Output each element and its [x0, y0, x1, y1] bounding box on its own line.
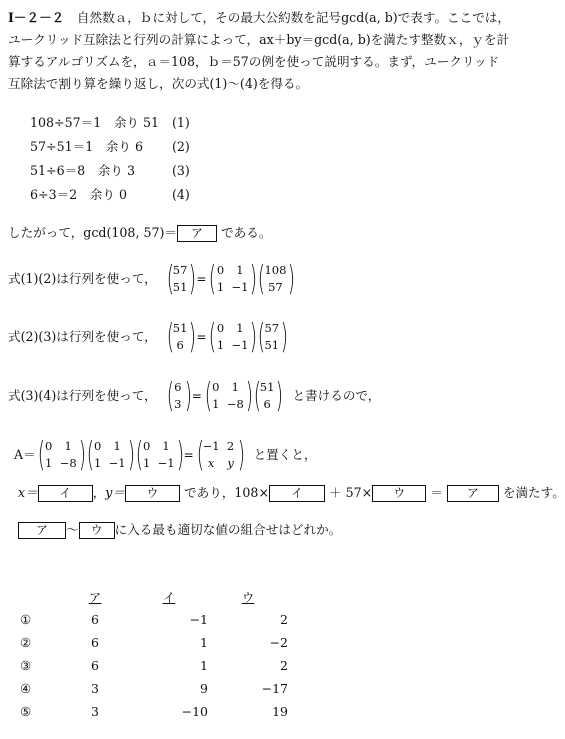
equals-text: ＝: [430, 485, 443, 500]
equals-sign: =: [196, 330, 207, 344]
answer-box-u: ウ: [125, 485, 180, 502]
equation-expr: 51÷6＝8 余り 3: [30, 163, 135, 178]
intro-line-2: ユークリッド互除法と行列の計算によって，ax＋by＝gcd(a, b)を満たす整数ｘ，ｙを計: [8, 32, 510, 47]
matrix-equation-2: [8, 317, 289, 357]
question-box-a: ア: [18, 522, 66, 539]
question-line: [18, 522, 341, 539]
matrix-entry: 1: [212, 397, 220, 411]
option-mark: ③: [20, 658, 32, 673]
equals-sign: =: [196, 272, 207, 286]
option-row-4[interactable]: [20, 677, 288, 700]
option-row-5[interactable]: [20, 700, 288, 723]
option-value-a: 3: [91, 681, 99, 696]
lhs-vector: ( 51 6 ): [166, 317, 197, 357]
equation-4: [30, 189, 127, 202]
option-value-i: −1: [189, 612, 208, 627]
xy-end-text: を満たす。: [502, 485, 565, 500]
vector-entry: 51: [172, 280, 188, 294]
option-value-u: 2: [280, 612, 288, 627]
equation-number-1: (1): [172, 115, 190, 130]
matrix-entry: 1: [113, 439, 121, 453]
vector-entry: 57: [268, 280, 283, 294]
rhs-vector: ( 51 6 ): [253, 376, 284, 416]
option-value-i: −10: [181, 704, 208, 719]
option-value-a: 6: [91, 658, 99, 673]
vector-entry: 57: [172, 263, 188, 277]
matrix-equation-1: [8, 259, 296, 299]
option-value-a: 6: [91, 635, 99, 650]
xy-mid-text: であり，108×: [184, 485, 269, 500]
header-i: イ: [162, 589, 176, 605]
equals-sign: =: [183, 448, 194, 462]
answer-box-a: ア: [177, 225, 217, 242]
equation-3: [30, 165, 135, 178]
option-mark: ①: [20, 612, 32, 627]
option-mark: ④: [20, 681, 32, 696]
plus-text: ＋ 57×: [329, 485, 373, 500]
matrix-entry: 1: [216, 280, 225, 294]
equation-expr: 6÷3＝2 余り 0: [30, 187, 127, 202]
matrix-entry: −8: [226, 397, 244, 411]
vector-entry: 51: [172, 321, 188, 335]
intro-text-1: 自然数ａ，ｂに対して，その最大公約数を記号gcd(a, b)で表す。ここでは，: [76, 10, 511, 25]
matrix-entry: 2: [226, 439, 235, 453]
option-value-u: −2: [269, 635, 288, 650]
option-value-a: 3: [91, 704, 99, 719]
a-prefix: A＝: [14, 446, 36, 462]
equation-number-4: (4): [172, 187, 190, 202]
matrix-entry: −1: [231, 338, 249, 352]
vector-entry: 51: [259, 380, 275, 394]
option-mark: ⑤: [20, 704, 32, 719]
matrix-entry: 0: [142, 439, 151, 453]
vector-entry: 6: [176, 338, 184, 352]
question-box-u: ウ: [79, 522, 115, 539]
matrix-after-text: と書けるので，: [292, 387, 381, 403]
rhs-vector: ( 108 57 ): [258, 259, 296, 299]
a-after-text: と置くと，: [253, 446, 317, 462]
option-row-1[interactable]: [20, 608, 288, 631]
option-value-a: 6: [91, 612, 99, 627]
matrix-entry: −1: [231, 280, 249, 294]
intro-line-3: 算するアルゴリズムを，ａ＝108，ｂ＝57の例を使って説明する。まず，ユークリッド: [8, 54, 500, 69]
matrix-entry: −1: [202, 439, 220, 453]
matrix-entry: −1: [157, 456, 175, 470]
vector-entry: 108: [264, 263, 287, 277]
matrix-2: ( 0 1 1 −1 ): [86, 435, 135, 475]
option-row-3[interactable]: [20, 654, 288, 677]
matrix-entry: 1: [216, 338, 225, 352]
equals-sign: =: [191, 389, 202, 403]
matrix-entry: −1: [108, 456, 126, 470]
matrix-entry: 1: [236, 263, 244, 277]
matrix-equation-3: [8, 376, 381, 416]
answer-box-i: イ: [38, 485, 93, 502]
matrix-entry-y: y: [227, 456, 234, 470]
answer-box-a-2: ア: [447, 485, 499, 502]
matrix-entry: 1: [231, 380, 239, 394]
result-matrix: ( −1 2 x y ): [196, 435, 245, 475]
vector-entry: 3: [174, 397, 182, 411]
gcd-text: したがって，gcd(108, 57)＝: [8, 225, 177, 240]
option-value-i: 1: [200, 658, 208, 673]
matrix-entry: 0: [212, 380, 220, 394]
matrix-entry: 0: [216, 321, 225, 335]
gcd-after-text: である。: [221, 225, 272, 240]
equation-number-3: (3): [172, 163, 190, 178]
equation-1: [30, 117, 159, 130]
header-a: ア: [88, 589, 102, 605]
matrix-entry: −8: [59, 456, 77, 470]
matrix-entry: 1: [162, 439, 170, 453]
matrix-entry: 1: [93, 456, 102, 470]
y-label: y＝: [105, 485, 126, 500]
problem-id: Ⅰ－２－２: [8, 10, 65, 25]
a-matrix-definition: [14, 435, 317, 475]
coef-matrix: ( 0 1 1 −1 ): [209, 317, 258, 357]
matrix-entry: 1: [142, 456, 151, 470]
rhs-vector: ( 57 51 ): [258, 317, 289, 357]
answer-box-u-2: ウ: [372, 485, 426, 502]
vector-entry: 57: [264, 321, 280, 335]
matrix-entry: 0: [93, 439, 102, 453]
options-header-row: [20, 585, 288, 608]
separator: ，: [92, 485, 106, 500]
option-row-2[interactable]: [20, 631, 288, 654]
option-mark: ②: [20, 635, 32, 650]
matrix-entry-x: x: [207, 456, 215, 470]
question-text: に入る最も適切な値の組合せはどれか。: [114, 522, 342, 537]
x-label: x＝: [18, 485, 38, 500]
matrix-entry: 1: [45, 456, 53, 470]
equation-number-2: (2): [172, 139, 190, 154]
matrix-1: ( 0 1 1 −8 ): [37, 435, 86, 475]
tilde: ～: [66, 522, 79, 537]
intro-line-1: [8, 7, 511, 29]
matrix-entry: 1: [236, 321, 244, 335]
option-value-u: 19: [272, 704, 288, 719]
header-u: ウ: [241, 589, 255, 605]
option-value-i: 1: [200, 635, 208, 650]
coef-matrix: ( 0 1 1 −8 ): [204, 376, 253, 416]
matrix-label: 式(3)(4)は行列を使って，: [8, 387, 157, 403]
equation-expr: 108÷57＝1 余り 51: [30, 115, 160, 130]
matrix-label: 式(2)(3)は行列を使って，: [8, 328, 157, 344]
equation-expr: 57÷51＝1 余り 6: [30, 139, 144, 154]
equation-2: [30, 141, 143, 154]
matrix-entry: 1: [64, 439, 72, 453]
lhs-vector: ( 6 3 ): [166, 376, 192, 416]
problem-intro: [8, 7, 511, 95]
vector-entry: 6: [263, 397, 271, 411]
answer-box-i-2: イ: [269, 485, 325, 502]
option-value-i: 9: [200, 681, 208, 696]
header-blank: [20, 585, 60, 608]
matrix-entry: 0: [45, 439, 53, 453]
xy-line: [18, 485, 565, 502]
lhs-vector: ( 57 51 ): [166, 259, 197, 299]
answer-options-table: [20, 585, 288, 723]
vector-entry: 6: [174, 380, 182, 394]
matrix-entry: 0: [216, 263, 225, 277]
option-value-u: −17: [261, 681, 288, 696]
option-value-u: 2: [280, 658, 288, 673]
vector-entry: 51: [264, 338, 280, 352]
matrix-label: 式(1)(2)は行列を使って，: [8, 270, 157, 286]
gcd-sentence: [8, 225, 271, 242]
coef-matrix: ( 0 1 1 −1 ): [209, 259, 258, 299]
intro-line-4: 互除法で割り算を繰り返し，次の式(1)～(4)を得る。: [8, 76, 309, 91]
matrix-3: ( 0 1 1 −1 ): [135, 435, 184, 475]
